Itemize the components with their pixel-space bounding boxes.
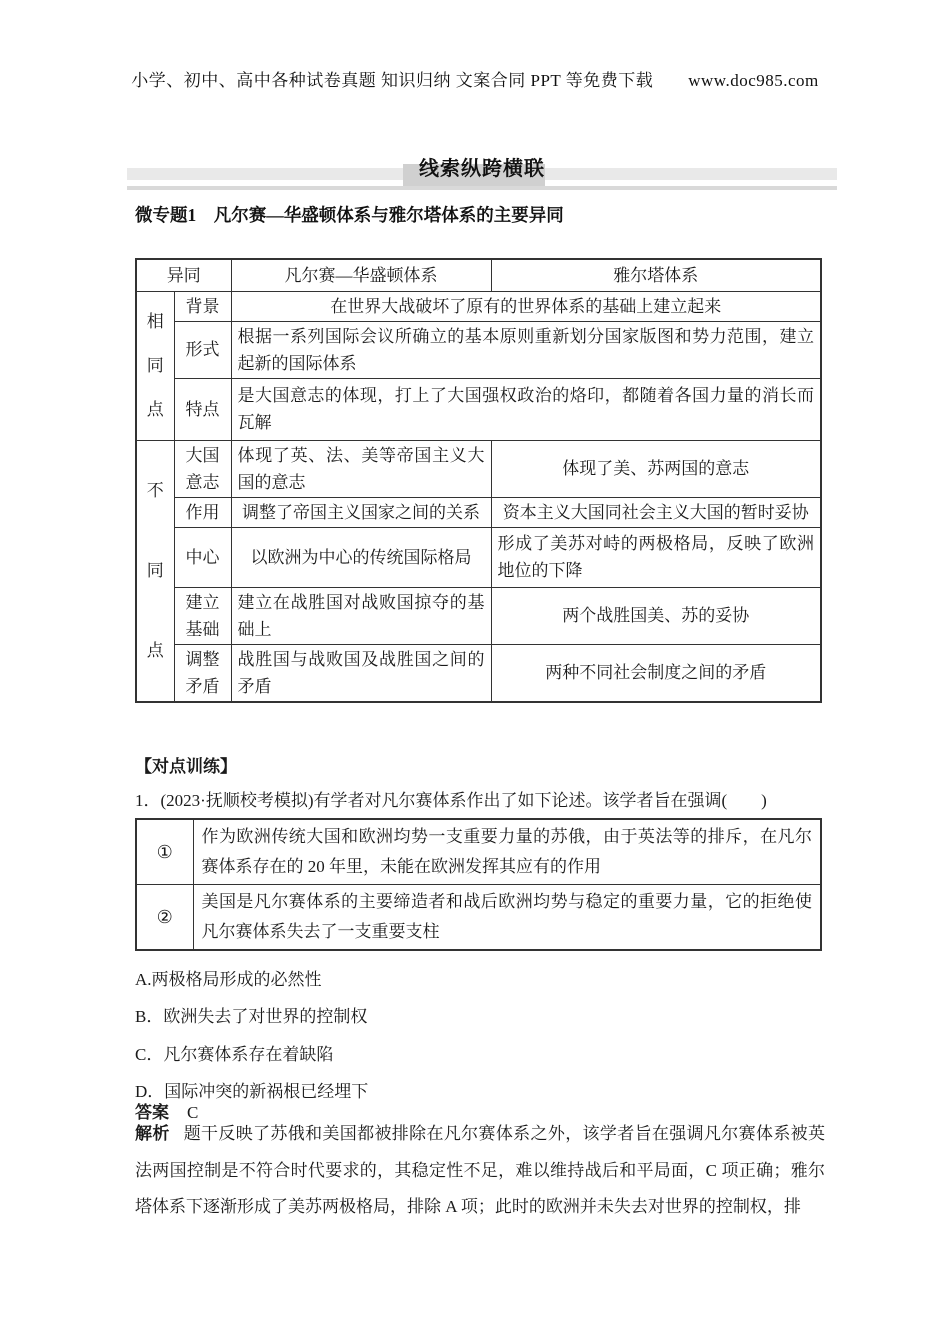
cell-yalta: 形成了美苏对峙的两极格局，反映了欧洲地位的下降 [491, 527, 821, 587]
group-diff-label: 不同点 [146, 480, 164, 660]
table-row [136, 587, 821, 644]
header-yalta: 雅尔塔体系 [491, 259, 821, 291]
row-label: 中心 [174, 527, 231, 587]
table-row [136, 378, 821, 440]
table-header-row [136, 259, 821, 291]
answer-label: 答案 [135, 1103, 169, 1122]
cell-versailles: 以欧洲为中心的传统国际格局 [231, 527, 491, 587]
question-stem: 1．(2023·抚顺校考模拟)有学者对凡尔赛体系作出了如下论述。该学者旨在强调( ) [135, 791, 767, 810]
site-header-note: 小学、初中、高中各种试卷真题 知识归纳 文案合同 PPT 等免费下载 www.doc985.com [131, 71, 819, 90]
table-row [136, 527, 821, 587]
practice-section-label: 【对点训练】 [135, 757, 237, 776]
micro-topic-title: 微专题1 凡尔赛—华盛顿体系与雅尔塔体系的主要异同 [135, 205, 564, 225]
answer-value: C [187, 1103, 199, 1122]
statement-row [136, 819, 821, 885]
option-c: C．凡尔赛体系存在着缺陷 [135, 1044, 334, 1064]
comparison-table [135, 258, 822, 703]
option-d: D．国际冲突的新祸根已经埋下 [135, 1082, 369, 1102]
row-content: 在世界大战破坏了原有的世界体系的基础上建立起来 [231, 291, 821, 321]
statement-text: 作为欧洲传统大国和欧洲均势一支重要力量的苏俄，由于英法等的排斥，在凡尔赛体系存在的 20 年里，未能在欧洲发挥其应有的作用 [193, 819, 821, 885]
table-row [136, 291, 821, 321]
cell-yalta: 资本主义大国同社会主义大国的暂时妥协 [491, 497, 821, 527]
statement-row [136, 885, 821, 951]
row-label: 建立基础 [174, 587, 231, 644]
cell-versailles: 调整了帝国主义国家之间的关系 [231, 497, 491, 527]
group-same [136, 291, 174, 440]
option-b: B．欧洲失去了对世界的控制权 [135, 1007, 368, 1027]
row-label: 特点 [174, 378, 231, 440]
table-row [136, 644, 821, 702]
row-label: 形式 [174, 321, 231, 378]
cell-versailles: 战胜国与战败国及战胜国之间的矛盾 [231, 644, 491, 702]
row-content: 是大国意志的体现，打上了大国强权政治的烙印，都随着各国力量的消长而瓦解 [231, 378, 821, 440]
row-label: 作用 [174, 497, 231, 527]
options-list [135, 961, 820, 1111]
table-row [136, 497, 821, 527]
statements-table [135, 818, 822, 951]
table-row [136, 321, 821, 378]
cell-yalta: 两个战胜国美、苏的妥协 [491, 587, 821, 644]
cell-yalta: 两种不同社会制度之间的矛盾 [491, 644, 821, 702]
row-label: 大国意志 [174, 440, 231, 497]
statement-number: ② [136, 885, 193, 951]
table-row [136, 440, 821, 497]
group-diff [136, 440, 174, 702]
header-versailles: 凡尔赛—华盛顿体系 [231, 259, 491, 291]
statement-text: 美国是凡尔赛体系的主要缔造者和战后欧洲均势与稳定的重要力量，它的拒绝使凡尔赛体系失去了一支重要支柱 [193, 885, 821, 951]
header-compare: 异同 [136, 259, 231, 291]
row-label: 背景 [174, 291, 231, 321]
cell-yalta: 体现了美、苏两国的意志 [491, 440, 821, 497]
banner-title: 线索纵跨横联 [419, 158, 545, 180]
analysis-label: 解析 [135, 1124, 170, 1143]
option-a: A.两极格局形成的必然性 [135, 970, 322, 989]
banner-underline [127, 186, 837, 190]
row-content: 根据一系列国际会议所确立的基本原则重新划分国家版图和势力范围，建立起新的国际体系 [231, 321, 821, 378]
statement-number: ① [136, 819, 193, 885]
analysis-paragraph [135, 1116, 825, 1226]
row-label: 调整矛盾 [174, 644, 231, 702]
section-banner [127, 148, 837, 196]
cell-versailles: 建立在战胜国对战败国掠夺的基础上 [231, 587, 491, 644]
cell-versailles: 体现了英、法、美等帝国主义大国的意志 [231, 440, 491, 497]
group-same-label: 相同点 [146, 311, 164, 419]
analysis-text: 题干反映了苏俄和美国都被排除在凡尔赛体系之外，该学者旨在强调凡尔赛体系被英法两国控制是不符合时代要求的，其稳定性不足，难以维持战后和平局面，C 项正确；雅尔塔体系下逐渐形成了美苏两极格局，排除 A 项；此时的欧洲并未失去对世界的控制权，排 [135, 1124, 826, 1216]
